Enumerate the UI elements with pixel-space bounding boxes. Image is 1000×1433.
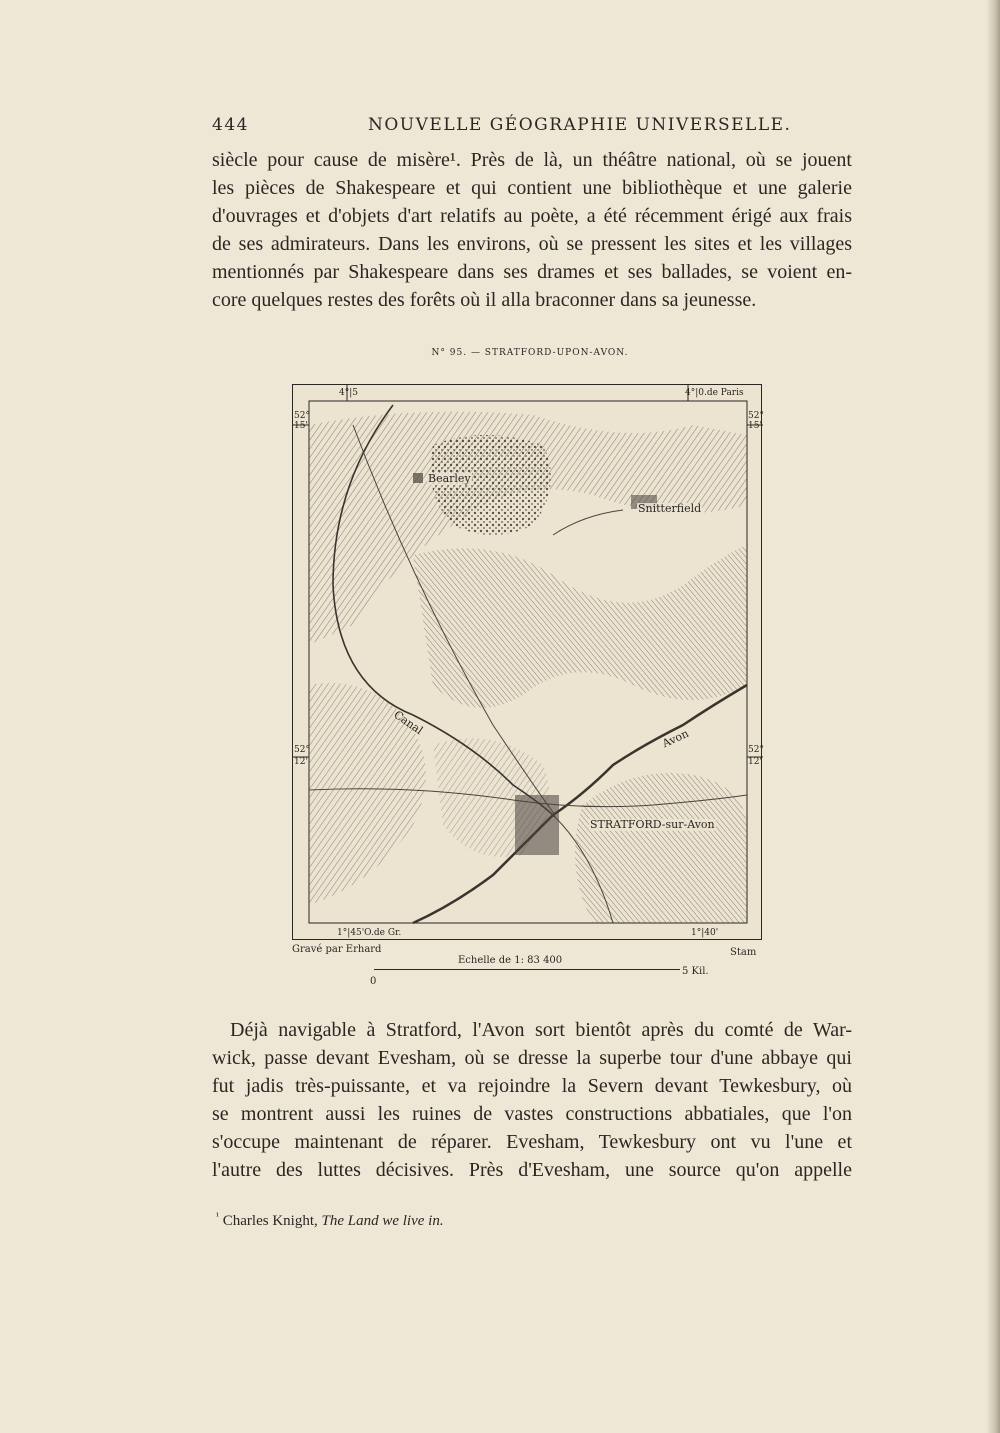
footnote-author: Charles Knight, <box>222 1213 318 1229</box>
map-coord-right-top: 52° <box>748 411 764 421</box>
paragraph-line: d'ouvrages et d'objets d'art relatifs au poète, a été récemment érigé aux frais <box>212 205 852 227</box>
scale-end: 5 Kil. <box>682 966 709 977</box>
hill-shading-center <box>413 545 747 708</box>
paragraph-line: fut jadis très-puissante, et va rejoindre la Severn devant Tewkesbury, où <box>212 1075 852 1097</box>
paragraph-line: de ses admirateurs. Dans les environs, où se pressent les sites et les villages <box>212 233 852 255</box>
place-label-snitterfield: Snitterfield <box>638 502 702 515</box>
engraver-credit: Gravé par Erhard <box>292 944 382 955</box>
paragraph-line: les pièces de Shakespeare et qui contient une bibliothèque et une galerie <box>212 177 852 199</box>
paragraph-line: se montrent aussi les ruines de vastes constructions abbatiales, que l'on <box>212 1103 852 1125</box>
hill-shading-southeast <box>575 773 747 923</box>
scale-text: Echelle de 1: 83 400 <box>458 955 563 966</box>
paragraph-line: siècle pour cause de misère¹. Près de là, un théâtre national, où se jouent <box>212 149 852 171</box>
map-coord-bottom-left: 1°|45'O.de Gr. <box>337 928 402 938</box>
map-coord-left-mid-min: 12' <box>294 757 308 767</box>
map-illustration <box>293 385 763 941</box>
map-figure <box>292 384 762 940</box>
paragraph-line: wick, passe devant Evesham, où se dresse la superbe tour d'une abbaye qui <box>212 1047 852 1069</box>
paragraph-line: s'occupe maintenant de réparer. Evesham, Tewkesbury ont vu l'une et <box>212 1131 852 1153</box>
place-label-avon: Avon <box>660 726 691 751</box>
town-stratford <box>515 795 559 855</box>
map-coord-right-mid: 52° <box>748 745 764 755</box>
road <box>553 510 623 535</box>
map-coord-left-top: 52° <box>294 411 310 421</box>
cartographer-credit: Stam <box>730 947 757 958</box>
page-binding-edge <box>986 0 1000 1433</box>
map-coord-top-left: 4°|5 <box>339 388 358 398</box>
place-label-canal: Canal <box>391 708 426 738</box>
map-coord-right-top-min: 15' <box>748 421 762 431</box>
place-label-stratford: STRATFORD-sur-Avon <box>590 818 715 831</box>
map-coord-right-mid-min: 12' <box>748 757 762 767</box>
running-title: NOUVELLE GÉOGRAPHIE UNIVERSELLE. <box>368 115 792 135</box>
paragraph-1 <box>212 146 852 314</box>
map-coord-left-mid: 52° <box>294 745 310 755</box>
footnote-marker: ¹ <box>216 1211 219 1222</box>
woodland <box>431 435 552 535</box>
page-number: 444 <box>212 115 249 135</box>
paragraph-line: Déjà navigable à Stratford, l'Avon sort bientôt après du comté de War- <box>230 1019 852 1041</box>
scale-bar <box>374 969 680 976</box>
footnote-title: The Land we live in. <box>321 1213 444 1229</box>
map-coord-top-right: 4°|0.de Paris <box>685 388 744 398</box>
footnote <box>216 1207 444 1231</box>
figure-caption: N° 95. — STRATFORD-UPON-AVON. <box>431 348 629 358</box>
map-coord-left-top-min: 15' <box>294 421 308 431</box>
place-label-bearley: Bearley <box>428 472 471 485</box>
paragraph-2 <box>212 1016 852 1184</box>
paragraph-line: mentionnés par Shakespeare dans ses drames et ses ballades, se voient en- <box>212 261 852 283</box>
paragraph-line: core quelques restes des forêts où il alla braconner dans sa jeunesse. <box>212 289 757 311</box>
map-coord-bottom-right: 1°|40' <box>691 928 719 938</box>
village-bearley <box>413 473 423 483</box>
paragraph-line: l'autre des luttes décisives. Près d'Evesham, une source qu'on appelle <box>212 1159 852 1181</box>
scale-zero: 0 <box>370 976 377 987</box>
running-head <box>212 112 852 138</box>
